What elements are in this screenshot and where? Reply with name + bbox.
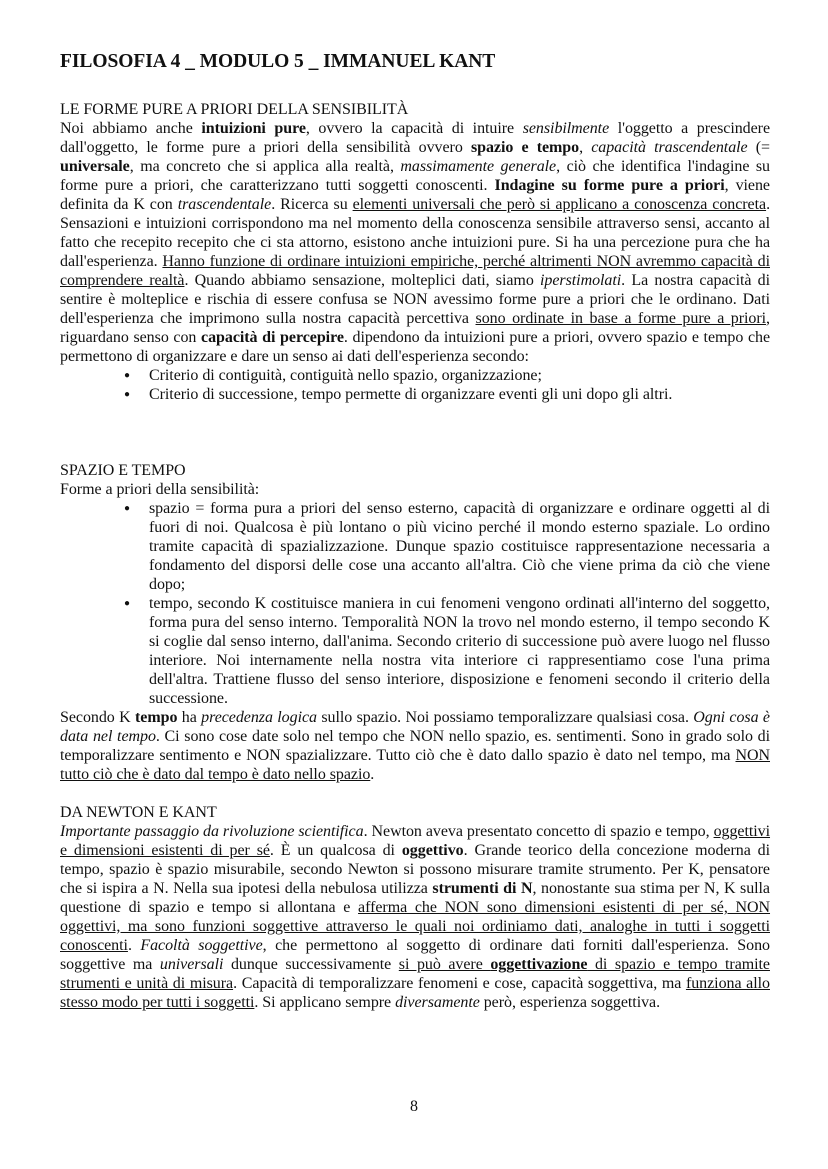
text-run: senso interno — [248, 614, 334, 631]
text-run: . Capacità di temporalizzare fenomeni e cose, capacità soggettiva, ma — [233, 975, 686, 992]
text-run: . Si applicano sempre — [254, 994, 396, 1011]
document-title: FILOSOFIA 4 _ MODULO 5 _ IMMANUEL KANT — [60, 51, 496, 72]
text-run: Ogni cosa è data nel tempo — [60, 709, 770, 745]
text-run: , nonostante sua stima per N, K sulla questione di spazio e tempo si allontana e — [60, 880, 770, 916]
text-run: iperstimolati — [540, 272, 622, 289]
forms-list — [60, 499, 770, 708]
text-run: capacità di percepire — [201, 329, 344, 346]
text-run: . Ci sono cose date solo nel tempo che NON nello spazio, es. sentimenti. Sono in grado solo di temporalizzare sentimento e NON spazializzare. Tutto ciò che è dato dallo spazio è dato nel tempo, ma — [60, 728, 770, 764]
text-run: (= — [747, 139, 771, 156]
text-run: oggettivi e dimensioni esistenti di per sé — [60, 823, 771, 859]
text-run: , — [579, 139, 592, 156]
text-run: , capacità di organizzare e ordinare oggetti al di fuori di noi. Qualcosa è più lontano o più vicino perché il mondo esterno spaziale. Lo ordino tramite capacità di spazializzazione. Dunque spazio costituisce — [149, 500, 771, 555]
section-newton-kant — [60, 803, 770, 1012]
text-run: Importante passaggio da rivoluzione scientifica — [60, 823, 364, 840]
text-run: trascendentale — [177, 196, 272, 213]
text-run: Criterio di successione — [149, 386, 294, 403]
text-run: . Ciò che viene prima da ciò che viene dopo; — [149, 557, 771, 593]
text-run: sullo spazio. Noi possiamo temporalizzare qualsiasi cosa. — [316, 709, 694, 726]
text-run: spazio e tempo — [470, 139, 580, 156]
text-run: Hanno funzione di ordinare intuizioni empiriche, perché altrimenti NON avremmo capacità di comprendere realtà — [60, 253, 770, 289]
text-run: , che permettono al soggetto di ordinare dati forniti dall'esperienza. Sono soggettive ma — [60, 937, 771, 973]
text-run: successione — [149, 690, 224, 707]
text-run: contiguità — [290, 367, 354, 384]
section-paragraph — [60, 822, 770, 1012]
text-run: , ciò che identifica l'indagine su forme pure a priori, che caratterizzano tutti soggetti conoscenti. — [60, 158, 771, 194]
text-run: . — [370, 766, 375, 783]
text-run: tempo — [135, 709, 178, 726]
section-heading: SPAZIO E TEMPO — [60, 462, 186, 479]
text-run: flusso interiore — [149, 633, 770, 669]
text-run: elementi universali che però si applicano a conoscenza concreta — [352, 196, 767, 213]
text-run: . Quando abbiamo sensazione, molteplici dati, siamo — [184, 272, 541, 289]
text-run: nello spazio, organizzazione; — [353, 367, 542, 384]
text-run: si può avere — [398, 956, 491, 973]
text-run: . Temporalità NON la trovo nel mondo esterno, il tempo secondo K si coglie dal senso interno, dall'anima. Secondo criterio di successione può avere luogo nel — [149, 614, 770, 650]
section-paragraph — [60, 119, 770, 366]
text-run: Facoltà soggettive — [140, 937, 263, 954]
text-run: Noi abbiamo anche — [60, 120, 202, 137]
text-run: Criterio di contiguità — [149, 367, 283, 384]
criteria-list — [60, 366, 770, 404]
section-intro: Forme a priori della sensibilità: — [60, 481, 260, 498]
list-item — [60, 385, 770, 404]
text-run: . — [127, 937, 141, 954]
text-run: . — [223, 690, 228, 707]
text-run: NON tutto ciò che è dato dal tempo è dato nello spazio — [60, 747, 770, 783]
section-paragraph — [60, 708, 770, 784]
text-run: Indagine su forme pure a priori — [494, 177, 725, 194]
text-run: Trattiene flusso del senso interiore, disposizione e fenomeni secondo il criterio della — [213, 671, 770, 688]
text-run: . Newton aveva presentato concetto di spazio e tempo, — [363, 823, 714, 840]
section-spazio-tempo — [60, 461, 770, 784]
text-run: spazio — [149, 500, 196, 517]
section-forme-pure — [60, 100, 770, 404]
text-run: . È un qualcosa di — [269, 842, 402, 859]
text-run: . Grande teorico della concezione moderna di tempo, spazio è spazio misurabile, secondo Newton si possono misurare tramite strumento. Per K, pensatore che si ispira a N. Nella sua ipotesi della nebulosa utilizza — [60, 842, 770, 897]
text-run: , secondo K costituisce maniera in cui fenomeni vengono ordinati all'interno del soggetto, forma pura del — [149, 595, 770, 631]
text-run: rappresentazione necessaria a fondamento del disporsi delle cose una accanto all'altra — [149, 538, 770, 574]
text-run: universali — [159, 956, 224, 973]
text-run: . dipendono da intuizioni pure a priori, ovvero spazio e tempo che permettono di organizzare e dare un senso ai dati dell'esperienza secondo: — [60, 329, 770, 365]
text-run: , riguardano senso con — [60, 310, 770, 346]
text-run: . Sensazioni e intuizioni corrispondono ma nel momento della conoscenza sensibile attraverso sensi, accanto al fatto che recepito recepito che ci sta attorno, esistono anche intuizioni pure. Si ha una percezione pura che ha dall'esperienza. — [60, 196, 771, 270]
text-run: = forma pura a priori del — [195, 500, 367, 517]
text-run: tempo — [149, 595, 189, 612]
text-run: , tempo permette di organizzare eventi gli uni — [293, 386, 587, 403]
text-run: sono ordinate in base a forme pure a priori — [475, 310, 767, 327]
text-run: Secondo K — [60, 709, 135, 726]
list-item — [60, 366, 770, 385]
text-run: , ovvero la capacità di intuire — [305, 120, 523, 137]
text-run: senso esterno — [366, 500, 454, 517]
text-run: universale — [60, 158, 130, 175]
text-run: dopo — [586, 386, 619, 403]
text-run: l'oggetto a prescindere dall'oggetto, le forme pure a priori della sensibilità ovvero — [60, 120, 770, 156]
text-run: dunque successivamente — [223, 956, 399, 973]
text-run: precedenza logica — [201, 709, 317, 726]
page-number: 8 — [410, 1098, 418, 1115]
list-item — [60, 499, 770, 594]
text-run: intuizioni pure — [201, 120, 306, 137]
text-run: ha — [177, 709, 202, 726]
text-run: di spazio e tempo tramite strumenti e unità di misura — [60, 956, 770, 992]
text-run: oggettivazione — [490, 956, 588, 973]
section-heading: LE FORME PURE A PRIORI DELLA SENSIBILITÀ — [60, 101, 409, 118]
text-run: massimamente generale — [400, 158, 557, 175]
text-run: gli altri. — [618, 386, 673, 403]
section-heading: DA NEWTON E KANT — [60, 804, 217, 821]
text-run: , viene definita da K con — [60, 177, 770, 213]
text-run: afferma che NON sono dimensioni esistenti di per sé, NON oggettivi, ma sono funzioni soggettive attraverso le quali noi ordiniamo dati, analoghe in tutti i soggetti conoscenti — [60, 899, 771, 954]
text-run: , — [282, 367, 291, 384]
text-run: sensibilmente — [522, 120, 610, 137]
list-item — [60, 594, 770, 708]
text-run: strumenti di N — [432, 880, 533, 897]
text-run: diversamente — [395, 994, 480, 1011]
text-run: . Noi internamente nella nostra vita interiore ci rappresentiamo cose l'una prima dell'altra. — [149, 652, 770, 688]
text-run: capacità trascendentale — [591, 139, 748, 156]
text-run: . Ricerca su — [271, 196, 353, 213]
text-run: però, esperienza soggettiva. — [479, 994, 661, 1011]
text-run: . La nostra capacità di sentire è molteplice e rischia di essere confusa se NON avessimo forme pure a priori che le ordinano. Dati dell'esperienza che imprimono sulla nostra capacità percettiva — [60, 272, 771, 327]
text-run: funziona allo stesso modo per tutti i soggetti — [60, 975, 770, 1011]
text-run: , ma concreto che si applica alla realtà, — [129, 158, 401, 175]
text-run: oggettivo — [401, 842, 464, 859]
